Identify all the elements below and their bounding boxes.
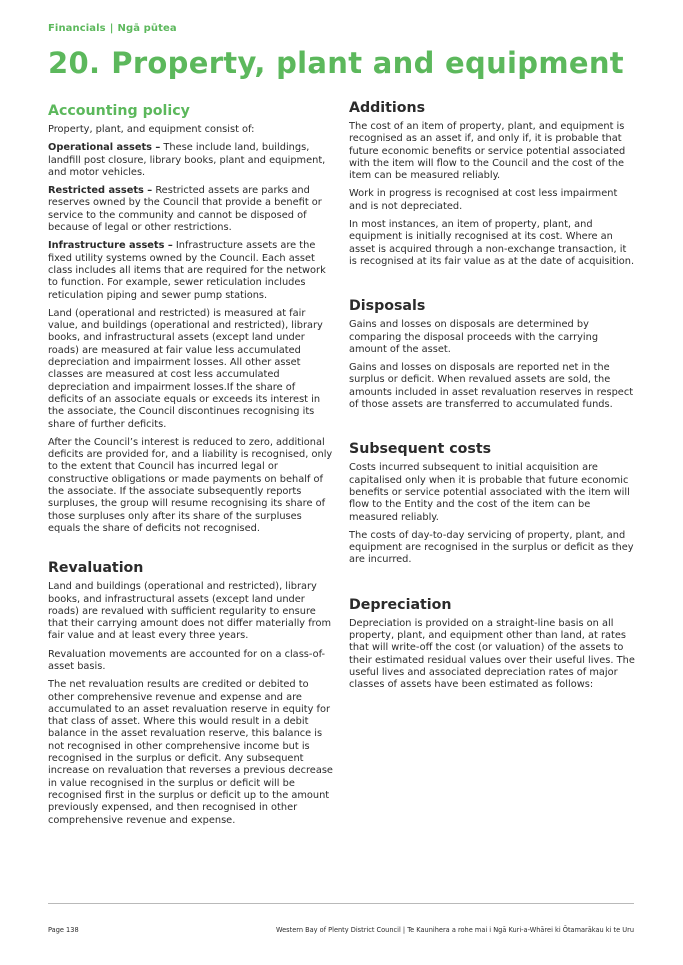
associate-interest-paragraph: After the Council’s interest is reduced to zero, additional deficits are provided for, and a liability is recognised, only to the extent that Council has incurred legal or constructive obligations or made payments on behalf of the associate. If the associate subsequently reports surpluses, the group will resume recognising its share of those surpluses only after its share of the surpluses equals the share of deficits not recognised. bbox=[48, 436, 333, 534]
revaluation-paragraph-1: Land and buildings (operational and restricted), library books, and infrastructural assets (except land under roads) are revalued with sufficient regularity to ensure that their carrying amount does not differ materially from fair value and at least every three years. bbox=[48, 581, 331, 642]
right-column bbox=[349, 99, 637, 698]
operational-assets-text: These include land, buildings, landfill post closure, library books, plant and equipment, and motor vehicles. bbox=[48, 142, 326, 178]
additions-paragraph-3: In most instances, an item of property, plant, and equipment is initially recognised at its cost. Where an asset is acquired through a non-exchange transaction, it is recognised at its fair value as at the date of acquisition. bbox=[349, 219, 635, 267]
infrastructure-assets-term: Infrastructure assets – bbox=[48, 240, 173, 252]
revaluation-paragraph-3: The net revaluation results are credited or debited to other comprehensive revenue and expense and are accumulated to an asset revaluation reserve in equity for that class of asset. Where this would result in a debit balance in the asset revaluation reserve, this balance is not recognised in other comprehensive income but is recognised in the surplus or deficit. Any subsequent increase on revaluation that reverses a previous decrease in value recognised in the surplus or deficit will be recognised first in the surplus or deficit up to the amount previously expensed, and then recognised in other comprehensive revenue and expense. bbox=[48, 679, 333, 826]
land-measurement-paragraph: Land (operational and restricted) is measured at fair value, and buildings (operational and restricted), library books, and infrastructural assets (except land under roads) are measured at fair value less accumulated depreciation and impairment losses. All other asset classes are measured at cost less accumulated depreciation and impairment losses.If the share of deficits of an associate equals or exceeds its interest in the associate, the Council discontinues recognising its share of further deficits. bbox=[48, 307, 323, 430]
section-number: 20. bbox=[48, 46, 101, 80]
restricted-assets-paragraph bbox=[48, 185, 333, 234]
infrastructure-assets-text: Infrastructure assets are the fixed utility systems owned by the Council. Each asset class includes all items that are required for the network to function. For example, sewer reticulation includes reticulation piping and sewer pump stations. bbox=[48, 240, 326, 301]
disposals-paragraph-2: Gains and losses on disposals are reported net in the surplus or deficit. When revalued assets are sold, the amounts included in asset revaluation reserves in respect of those assets are transferred to accumulated funds. bbox=[349, 362, 634, 411]
operational-assets-term: Operational assets – bbox=[48, 142, 161, 154]
disposals-heading: Disposals bbox=[349, 298, 426, 315]
breadcrumb bbox=[48, 23, 177, 34]
subsequent-costs-heading: Subsequent costs bbox=[349, 441, 492, 458]
depreciation-heading: Depreciation bbox=[349, 596, 452, 613]
revaluation-heading: Revaluation bbox=[48, 560, 144, 577]
additions-heading: Additions bbox=[349, 100, 426, 116]
accounting-policy-heading: Accounting policy bbox=[48, 103, 190, 119]
footer-organisation: Western Bay of Plenty District Council | Te Kaunihera a rohe mai i Ngā Kuri-a-Whārei ki Ōtamarākau ki te Uru bbox=[275, 926, 634, 934]
revaluation-paragraph-2: Revaluation movements are accounted for on a class-of-asset basis. bbox=[48, 648, 326, 672]
page-title bbox=[48, 46, 624, 80]
accounting-policy-intro: Property, plant, and equipment consist of: bbox=[48, 124, 255, 135]
footer-divider bbox=[48, 903, 634, 904]
breadcrumb-section-maori: Ngā pūtea bbox=[117, 23, 177, 34]
subsequent-costs-paragraph-1: Costs incurred subsequent to initial acquisition are capitalised only when it is probable that future economic benefits or service potential associated with the item will flow to the Entity and the cost of the item can be measured reliably. bbox=[349, 462, 630, 523]
restricted-assets-term: Restricted assets – bbox=[48, 185, 153, 197]
breadcrumb-separator: | bbox=[109, 23, 114, 34]
additions-paragraph-1: The cost of an item of property, plant, and equipment is recognised as an asset if, and only if, it is probable that future economic benefits or service potential associated with the item will flow to the Council and the cost of the item can be measured reliably. bbox=[349, 121, 626, 182]
infrastructure-assets-paragraph bbox=[48, 240, 333, 301]
section-title: Property, plant and equipment bbox=[111, 46, 624, 80]
depreciation-paragraph-1: Depreciation is provided on a straight-line basis on all property, plant, and equipment other than land, at rates that will write-off the cost (or valuation) of the assets to their estimated residual values over their useful lives. The useful lives and associated depreciation rates of major classes of assets have been estimated as follows: bbox=[349, 617, 635, 691]
additions-paragraph-2: Work in progress is recognised at cost less impairment and is not depreciated. bbox=[349, 188, 618, 212]
subsequent-costs-paragraph-2: The costs of day-to-day servicing of property, plant, and equipment are recognised in the surplus or deficit as they are incurred. bbox=[349, 529, 634, 566]
breadcrumb-section: Financials bbox=[48, 23, 106, 34]
operational-assets-paragraph bbox=[48, 142, 333, 179]
page-number: Page 138 bbox=[48, 926, 79, 934]
restricted-assets-text: Restricted assets are parks and reserves owned by the Council that provide a benefit or service to the community and cannot be disposed of because of legal or other restrictions. bbox=[48, 185, 322, 234]
disposals-paragraph-1: Gains and losses on disposals are determined by comparing the disposal proceeds with the carrying amount of the asset. bbox=[349, 319, 599, 355]
left-column bbox=[48, 102, 333, 833]
